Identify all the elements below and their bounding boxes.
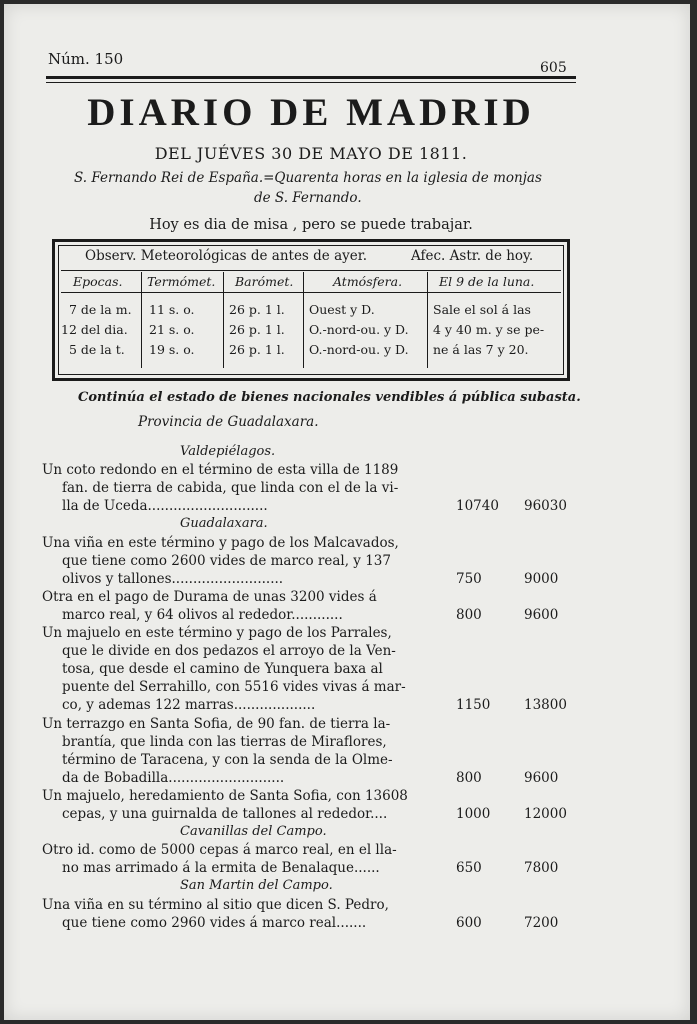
entry-line: Otra en el pago de Durama de unas 3200 vides á bbox=[42, 588, 377, 605]
entry-line: cepas, y una guirnalda de tallones al rededor.... bbox=[62, 806, 388, 822]
tasacion-amount: 800 bbox=[456, 606, 482, 623]
meteo-cell: O.-nord-ou. y D. bbox=[309, 342, 409, 357]
entry-line: brantía, que linda con las tierras de Miraflores, bbox=[62, 733, 387, 750]
meteo-col-luna: El 9 de la luna. bbox=[439, 274, 535, 289]
entry-line: Un terrazgo en Santa Sofia, de 90 fan. de tierra la- bbox=[42, 715, 391, 732]
tasacion-amount: 1000 bbox=[456, 806, 491, 822]
entry-line: no mas arrimado á la ermita de Benalaque...... bbox=[62, 860, 380, 877]
entry-line: Un majuelo en este término y pago de los Parrales, bbox=[42, 625, 392, 641]
province-heading: Provincia de Guadalaxara. bbox=[138, 414, 319, 430]
tasacion-amount: 10740 bbox=[456, 498, 499, 515]
meteo-col-barometro: Barómet. bbox=[235, 274, 294, 289]
section-heading: Cavanillas del Campo. bbox=[180, 824, 327, 840]
meteo-cell: 12 del dia. bbox=[61, 322, 128, 337]
newspaper-page bbox=[4, 4, 690, 1020]
meteo-cell: Ouest y D. bbox=[309, 302, 375, 317]
tasacion-amount: 750 bbox=[456, 570, 482, 587]
entry-line: Otro id. como de 5000 cepas á marco real, en el lla- bbox=[42, 842, 397, 859]
meteo-col-epocas: Epocas. bbox=[73, 274, 123, 289]
meteo-col-divider bbox=[223, 272, 224, 368]
entry-line: olivos y tallones.......................... bbox=[62, 570, 284, 587]
dateline: DEL JUÉVES 30 DE MAYO DE 1811. bbox=[154, 144, 468, 163]
intro-line: Continúa el estado de bienes nacionales vendibles á pública subasta. bbox=[78, 390, 581, 405]
entry-line: fan. de tierra de cabida, que linda con el de la vi- bbox=[62, 480, 399, 497]
entry-line: lla de Uceda............................ bbox=[62, 498, 268, 515]
meteo-col-divider bbox=[303, 272, 304, 368]
entry-line: marco real, y 64 olivos al rededor............ bbox=[62, 606, 343, 623]
page-number: 605 bbox=[540, 60, 567, 76]
masthead-title: DIARIO DE MADRID bbox=[87, 91, 535, 134]
capitalizacion-amount: 9600 bbox=[524, 606, 559, 623]
meteo-cell: Sale el sol á las bbox=[433, 302, 531, 317]
entry-line: Un majuelo, heredamiento de Santa Sofia, con 13608 bbox=[42, 787, 408, 804]
entry-line: tosa, que desde el camino de Yunquera baxa al bbox=[62, 661, 383, 678]
meteo-cell: 7 de la m. bbox=[69, 302, 132, 317]
capitalizacion-amount: 9600 bbox=[524, 769, 559, 786]
meteo-cell: 5 de la t. bbox=[69, 342, 125, 357]
tasacion-amount: 600 bbox=[456, 914, 482, 931]
meteo-cell: ne á las 7 y 20. bbox=[433, 342, 529, 357]
meteo-cell: 26 p. 1 l. bbox=[229, 302, 285, 317]
capitalizacion-amount: 9000 bbox=[524, 570, 559, 587]
entry-line: que tiene como 2600 vides de marco real, y 137 bbox=[62, 552, 391, 569]
meteo-rule bbox=[61, 270, 561, 271]
capitalizacion-amount: 7200 bbox=[524, 914, 559, 931]
header-rule-thin bbox=[46, 82, 576, 83]
meteo-col-atmosfera: Atmósfera. bbox=[333, 274, 403, 289]
meteo-cell: 11 s. o. bbox=[149, 302, 195, 317]
meteo-heading-right: Afec. Astr. de hoy. bbox=[411, 248, 534, 264]
section-heading: Valdepiélagos. bbox=[180, 444, 276, 459]
meteo-cell: 4 y 40 m. y se pe- bbox=[433, 322, 545, 337]
section-heading: Guadalaxara. bbox=[180, 516, 268, 532]
meteo-heading-left: Observ. Meteorológicas de antes de ayer. bbox=[85, 248, 368, 264]
misa-notice: Hoy es dia de misa , pero se puede trabajar. bbox=[149, 217, 473, 233]
entry-line: que le divide en dos pedazos el arroyo de la Ven- bbox=[62, 643, 396, 660]
meteo-col-divider bbox=[427, 272, 428, 368]
meteo-col-divider bbox=[141, 272, 142, 368]
meteo-cell: 26 p. 1 l. bbox=[229, 342, 285, 357]
meteo-cell: 21 s. o. bbox=[149, 322, 195, 337]
entry-line: Una viña en este término y pago de los Malcavados, bbox=[42, 534, 399, 551]
meteo-cell: 19 s. o. bbox=[149, 342, 195, 357]
entry-line: da de Bobadilla........................... bbox=[62, 769, 285, 786]
entry-line: puente del Serrahillo, con 5516 vides vivas á mar- bbox=[62, 679, 406, 696]
meteorological-table bbox=[52, 239, 570, 381]
meteo-cell: 26 p. 1 l. bbox=[229, 322, 285, 337]
entry-line: término de Taracena, y con la senda de la Olme- bbox=[62, 751, 393, 768]
entry-line: que tiene como 2960 vides á marco real....... bbox=[62, 914, 367, 931]
capitalizacion-amount: 12000 bbox=[524, 806, 567, 822]
meteo-col-termometro: Termómet. bbox=[147, 274, 216, 289]
entry-line: Una viña en su término al sitio que dicen S. Pedro, bbox=[42, 896, 389, 913]
entry-line: Un coto redondo en el término de esta villa de 1189 bbox=[42, 462, 399, 479]
tasacion-amount: 800 bbox=[456, 769, 482, 786]
saint-line: S. Fernando Rei de España.=Quarenta horas en la iglesia de monjas bbox=[74, 170, 542, 186]
entry-line: co, y ademas 122 marras................... bbox=[62, 697, 316, 714]
section-heading: San Martin del Campo. bbox=[180, 878, 333, 894]
capitalizacion-amount: 7800 bbox=[524, 860, 559, 877]
tasacion-amount: 1150 bbox=[456, 697, 491, 714]
capitalizacion-amount: 13800 bbox=[524, 697, 567, 714]
issue-number: Núm. 150 bbox=[48, 50, 124, 68]
capitalizacion-amount: 96030 bbox=[524, 498, 567, 515]
meteo-cell: O.-nord-ou. y D. bbox=[309, 322, 409, 337]
tasacion-amount: 650 bbox=[456, 860, 482, 877]
meteo-rule bbox=[61, 292, 561, 293]
header-rule-thick bbox=[46, 76, 576, 79]
saint-line-continued: de S. Fernando. bbox=[254, 190, 362, 206]
